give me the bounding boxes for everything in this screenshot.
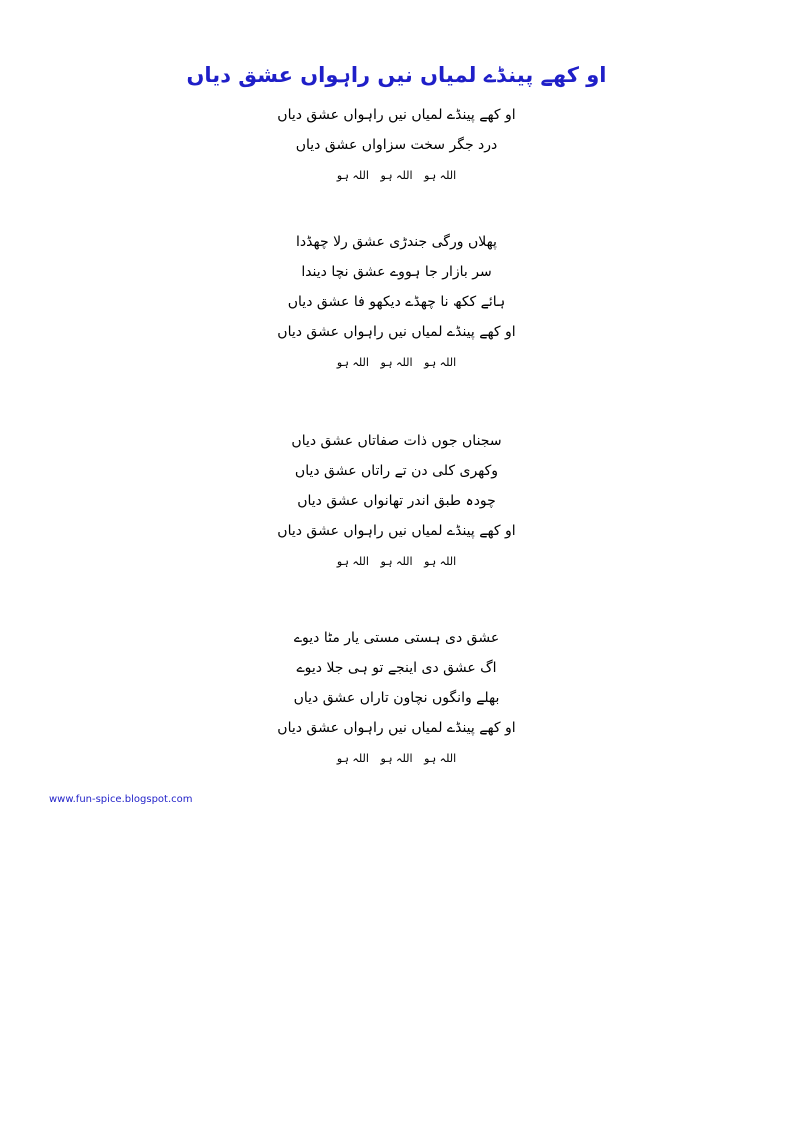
refrain-word: اللہ ہو xyxy=(424,752,457,765)
verse-line: عشق دی ہستی مستی یار مٹا دیوے xyxy=(293,630,500,646)
verse-line: وکھری کلی دن تے راتاں عشق دیاں xyxy=(294,463,499,479)
verse-line: او کھے پینڈے لمیاں نیں راہواں عشق دیاں xyxy=(277,720,516,736)
refrain-word: اللہ ہو xyxy=(336,169,369,182)
verse-line: پھلاں ورگی جندڑی عشق رلا چھڈدا xyxy=(296,234,497,250)
refrain-word: اللہ ہو xyxy=(336,752,369,765)
refrain-word: اللہ ہو xyxy=(380,752,413,765)
refrain-word: اللہ ہو xyxy=(424,169,457,182)
verse-line: او کھے پینڈے لمیاں نیں راہواں عشق دیاں xyxy=(277,107,516,123)
verse-line: بھلے وانگوں نچاون تاراں عشق دیاں xyxy=(293,690,500,706)
verse-line: او کھے پینڈے لمیاں نیں راہواں عشق دیاں xyxy=(277,324,516,340)
refrain-word: اللہ ہو xyxy=(336,356,369,369)
refrain-line xyxy=(0,743,793,775)
refrain-line xyxy=(0,347,793,379)
verse-line: اگ عشق دی اینجے تو ہی جلا دیوے xyxy=(296,660,497,676)
refrain-word: اللہ ہو xyxy=(380,555,413,568)
verse-line: سجناں جوں ذات صفاتاں عشق دیاں xyxy=(291,433,502,449)
verse-line: او کھے پینڈے لمیاں نیں راہواں عشق دیاں xyxy=(277,523,516,539)
verse-line: سر بازار جا ہووے عشق نچا دیندا xyxy=(301,264,492,280)
stanza-1 xyxy=(0,100,793,192)
refrain-word: اللہ ہو xyxy=(380,356,413,369)
verse-line: ہائے ککھ نا چھڈے دیکھو فا عشق دیاں xyxy=(287,294,506,310)
refrain-line xyxy=(0,546,793,578)
refrain-line xyxy=(0,160,793,192)
refrain-word: اللہ ہو xyxy=(380,169,413,182)
stanza-3 xyxy=(0,426,793,578)
verse-line: درد جگر سخت سزاواں عشق دیاں xyxy=(295,137,498,153)
footer-url: www.fun-spice.blogspot.com xyxy=(49,794,193,805)
verse-line: چودہ طبق اندر تھانواں عشق دیاں xyxy=(297,493,496,509)
stanza-2 xyxy=(0,227,793,379)
refrain-word: اللہ ہو xyxy=(424,356,457,369)
page-title: او کھے پینڈے لمیاں نیں راہواں عشق دیاں xyxy=(186,63,607,87)
refrain-word: اللہ ہو xyxy=(336,555,369,568)
refrain-word: اللہ ہو xyxy=(424,555,457,568)
stanza-4 xyxy=(0,623,793,775)
